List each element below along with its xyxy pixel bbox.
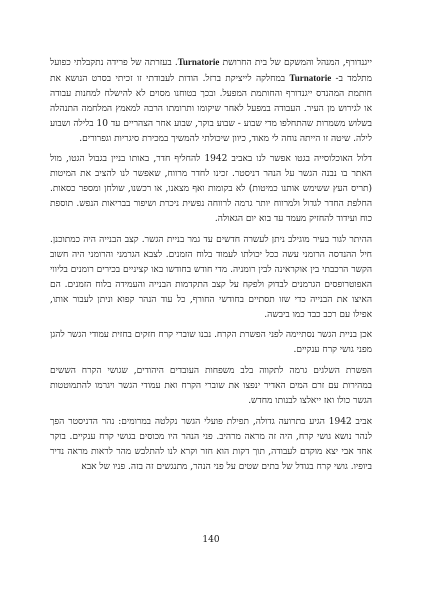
paragraph-4: אכן בניית הגשר נסתיימה לפני הפשרת הקרח. נבנו שוברי קרח חזקים בחזית עמודי הגשר להגן מפני גושי קרח ענקיים.	[50, 330, 372, 356]
body-text	[50, 55, 372, 475]
company-name: Turnatorie	[289, 72, 332, 83]
paragraph-3: ההיתר לגור בעיר מוגילב ניתן לעשרה חדשים עד גמר בניית הגשר. קצב הבנייה היה כמתוכנן. חיל ההנדסה הרומני עשה ככל יכולתו לעמוד בלוח הזמנים. לצבא הגרמני והרומני היה חשוב הקשר הרכבתי בין אוקראינה לבין רומניה. מדי חודש בחודשו באו קציניים בכירים רומנים בליווי האפוטרופסים הגרמנים לבדוק ולפקח על קצב התקדמות הבנייה והעמידה בלוח הזמנים. הם האיצו את הבנייה כדי שזו תסתיים בחודשי החורף, כל עוד הנהר קפוא וניתן לעבור אותו, אפילו עם רכב כבד כמו ביבשה.	[50, 234, 372, 320]
paragraph-5: הפשרת השלגים גרמה לתקווה בלב משפחות העובדים היהודים, שגושי הקרח הששים במהירות עם זרם המים האדיר ינפצו את שוברי הקרח ואת עמודי הגשר ויגרמו להתמוטטות הגשר כולו ואז ייאלצו לבנותו מחדש.	[50, 366, 372, 407]
paragraph-6: אביב 1942 הגיע בתרועה גדולה, תפילת פועלי הגשר נקלטה במרומים: נהר הדניסטר הפך לנהר נושא גושי קרח, היה זה מראה מרהיב. פני הנהר היו מכוסים בגושי קרח ענקיים. בוקר אחד אבי יצא מוקדם לעבודה, תוך דקות הוא חזר וקרא לנו להתלבש מהר לראות מראה נדיר ביופיו. גושי קרח בגודל של בתים שטים על פני הנהר, מתנגשים זה בזה. פניו של אבא	[50, 416, 372, 472]
company-name: Turnatorie	[177, 57, 220, 67]
paragraph-1: ייגנדורף, המנהל והמשקם של בית החרושת Turnatorie. בעזרתה של פרידה נתקבלתי כפועל מתלמד ב- Turnatorie במחלקה לייציקת ברזל. הודות לעבודתי זו זכיתי בסרט הנושא את חותמת המהנדס ייגנדורף והחותמת המפעל. ובכך בטוחנו מסוים לא להישלח למחנות עבודה או לגירוש מן העיר. העבודה במפעל לאחר שיקומו ותרומתו הרבה למאמץ המלחמה התנהלה בשלוש משמרות שהתחלפו מדי שבוע - שבוע בוקר, שבוע אחר הצהריים עד 10 בלילה ושבוע לילה. שיטה זו הייתה נוחה לי מאוד, כיוון שיכולתי להמשיך במכירת סיגריות וגפרורים.	[50, 57, 372, 144]
paragraph-2: דלול האוכלוסייה בגטו אפשר לנו באביב 1942 להחליף חדר, באותו בניין בגבול הגטו, מול האתר בו נבנה הגשר על הנהר דניסטר. זכינו לחדר מרווח, שאפשר לנו להציב את המיטות (תריס העץ ששימש אותנו כמיטות) לא בקומות ואף מצאנו, או רכשנו, שולחן ומספר כסאות. החלפת החדר לגדול ולמרווח יותר גרמה לרווחה נפשית ניכרת ושיפור בבריאות הנפש. תוספת כוח ועידוד להחזיק מעמד עד בוא יום הגאולה.	[50, 154, 372, 225]
page-number: 140	[202, 535, 220, 545]
